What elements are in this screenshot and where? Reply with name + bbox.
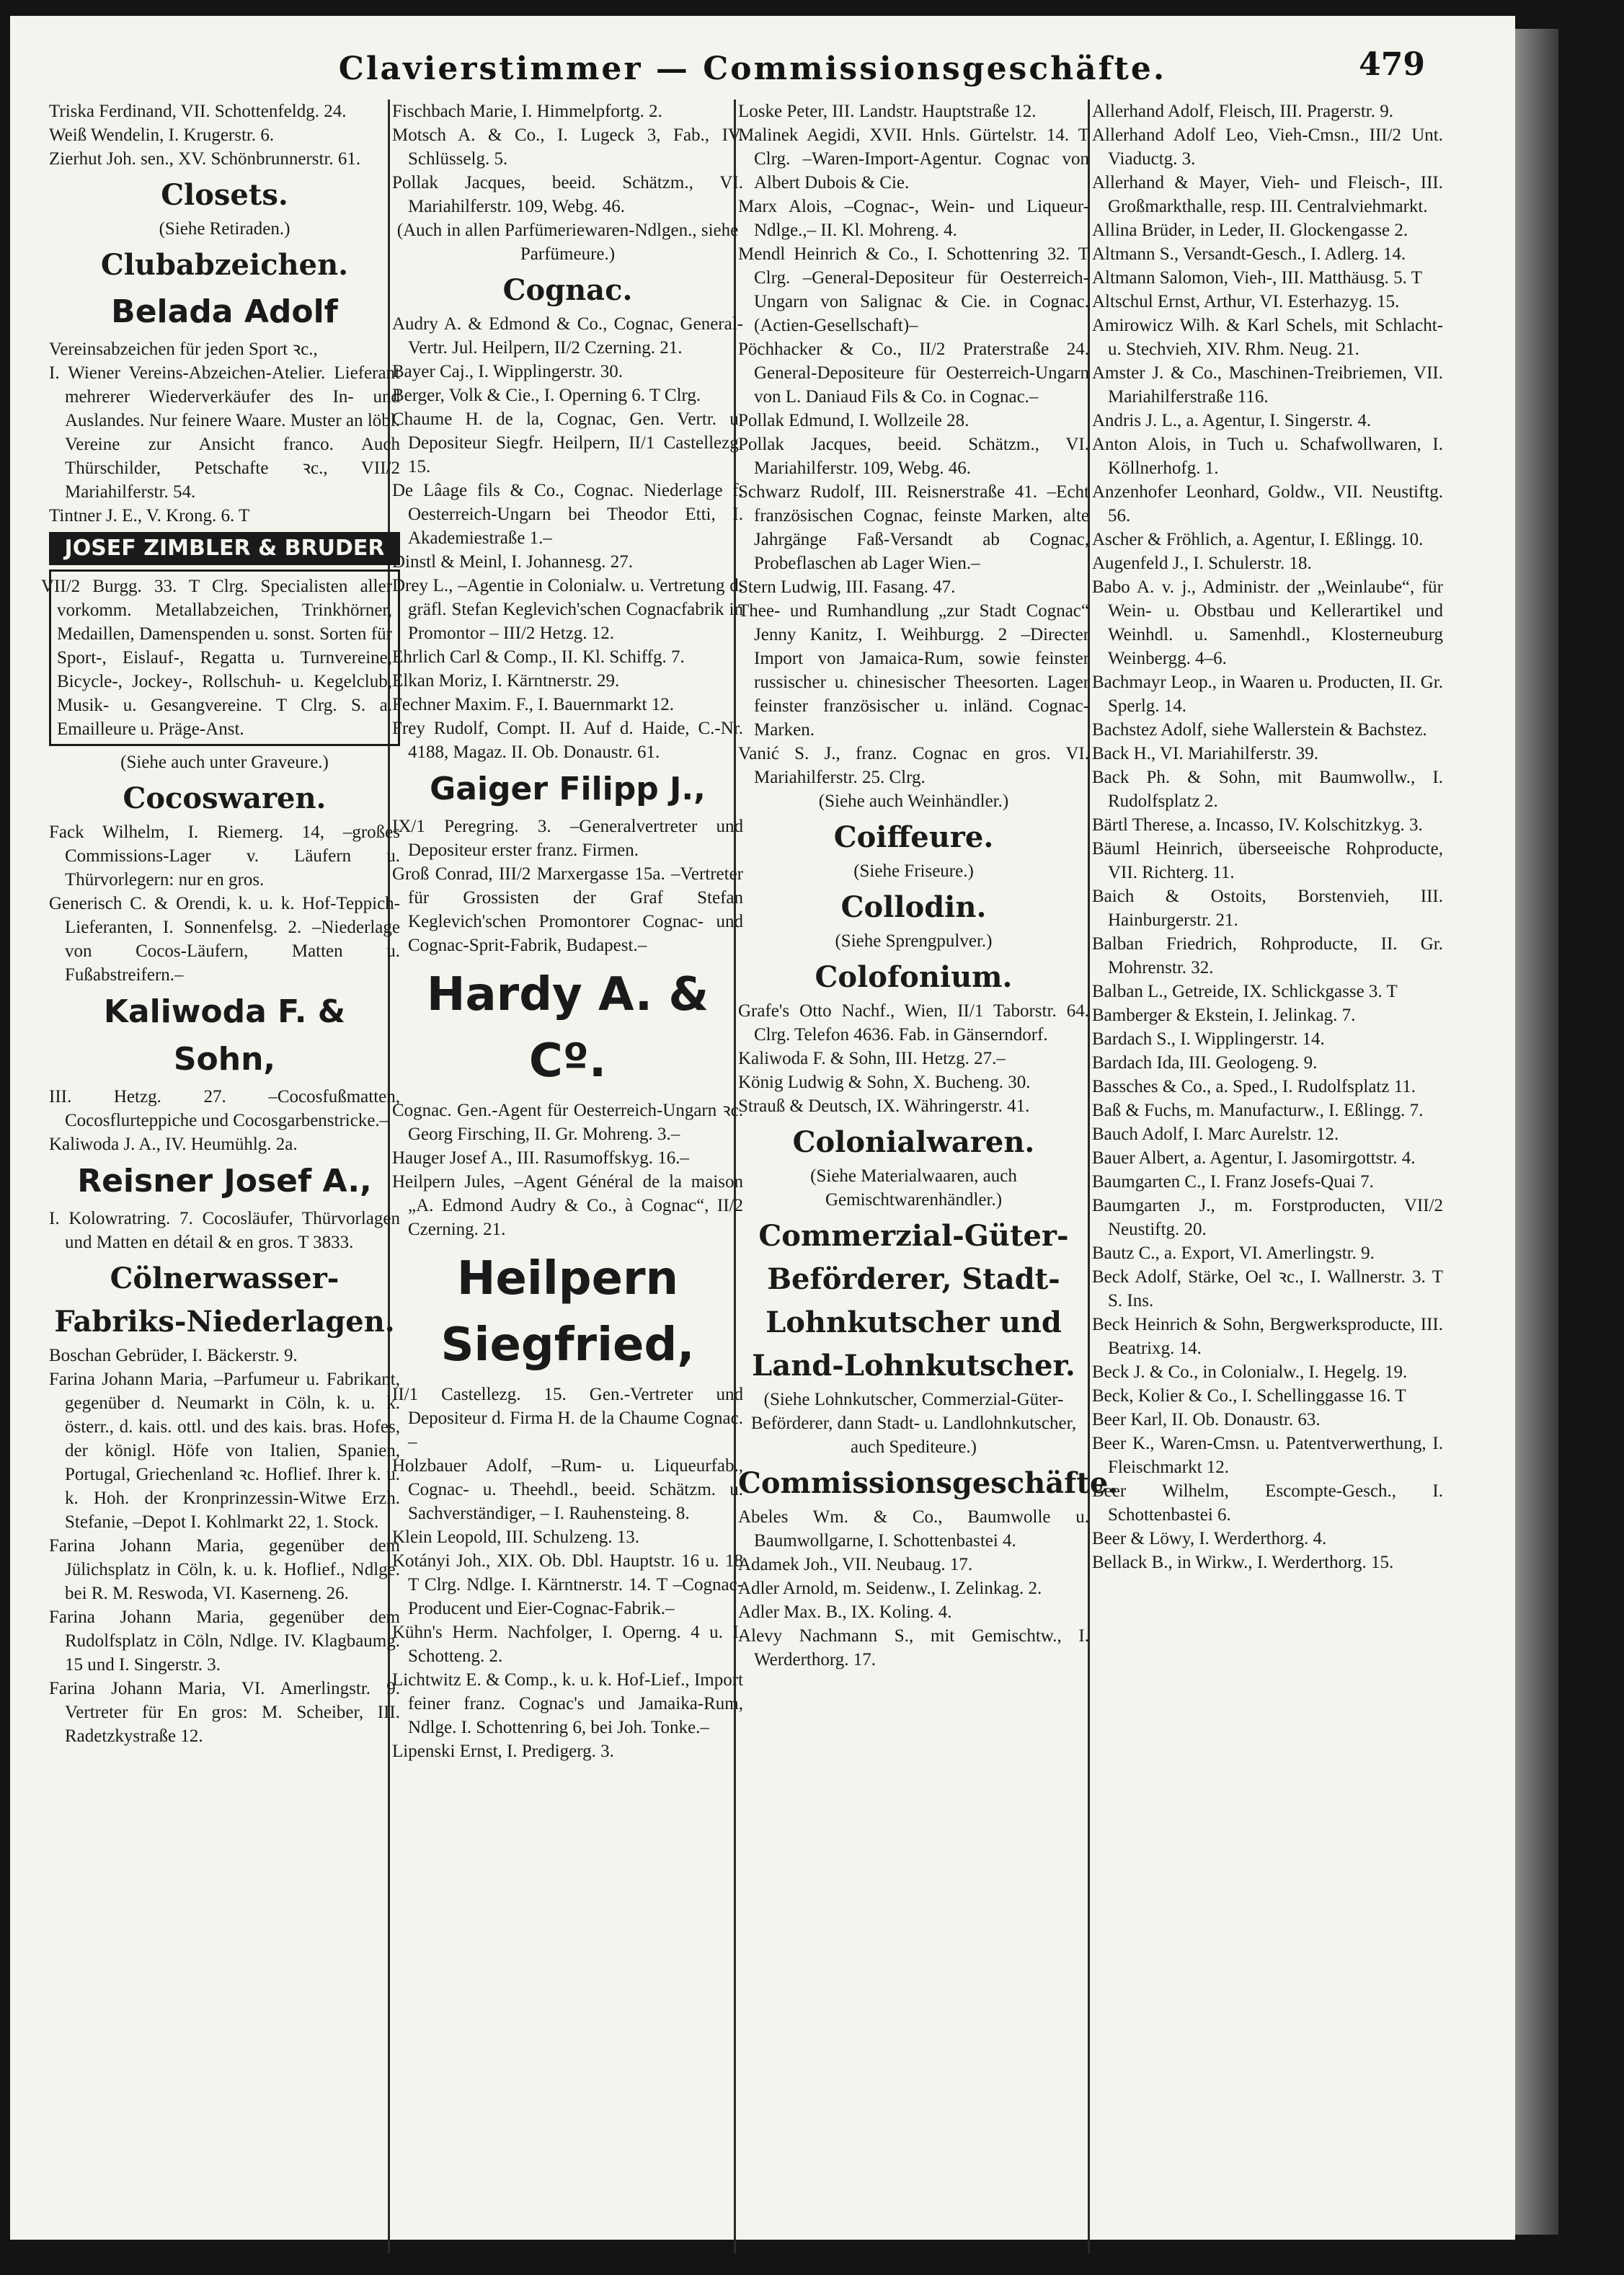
cross-reference: (Siehe Materialwaaren, auch Gemischtwarenhändler.) <box>810 1166 1017 1210</box>
directory-entry: Lipenski Ernst, I. Predigerg. 3. <box>392 1742 614 1761</box>
directory-column-3 <box>738 99 1119 1672</box>
cross-reference: (Siehe auch Weinhändler.) <box>818 791 1009 811</box>
section-heading: Collodin. <box>840 890 987 924</box>
cross-reference: (Siehe Retiraden.) <box>159 219 290 239</box>
directory-entry: Abeles Wm. & Co., Baumwolle u. Baumwollgarne, I. Schottenbastei 4. <box>738 1507 1089 1551</box>
directory-entry: Frey Rudolf, Compt. II. Auf d. Haide, C.-Nr. 4188, Magaz. II. Ob. Donaustr. 61. <box>392 719 743 762</box>
directory-entry: Stern Ludwig, III. Fasang. 47. <box>738 577 956 597</box>
directory-entry: Farina Johann Maria, VI. Amerlingstr. 9. Vertreter für En gros: M. Scheiber, III. Radetzkystraße 12. <box>49 1679 400 1746</box>
directory-entry: Triska Ferdinand, VII. Schottenfeldg. 24. <box>49 102 347 121</box>
directory-entry: Kaliwoda J. A., IV. Heumühlg. 2a. <box>49 1135 298 1154</box>
directory-entry: Schwarz Rudolf, III. Reisnerstraße 41. –Echt französischen Cognac, feinste Marken, alte Jahrgänge Faß-Versandt ab Cognac, Probeflaschen ab Lager Wien.– <box>738 482 1089 573</box>
directory-entry: Bassches & Co., a. Sped., I. Rudolfsplatz 11. <box>1092 1077 1416 1096</box>
directory-entry: Fack Wilhelm, I. Riemerg. 14, –großes Commissions-Lager v. Läufern u. Thürvorlegern: nur en gros. <box>49 822 400 890</box>
display-entry: Reisner Josef A., <box>77 1163 372 1199</box>
directory-entry: Malinek Aegidi, XVII. Hnls. Gürtelstr. 14. T Clrg. –Waren-Import-Agentur. Cognac von Albert Dubois & Cie. <box>738 125 1089 192</box>
directory-entry: Grafe's Otto Nachf., Wien, II/1 Taborstr. 64. Clrg. Telefon 4636. Fab. in Gänserndorf. <box>738 1001 1089 1045</box>
section-heading: Colofonium. <box>815 960 1013 994</box>
directory-entry: Farina Johann Maria, gegenüber dem Jülichsplatz in Cöln, k. u. k. Hoflief., Ndlge. bei R. M. Reswoda, VI. Kaserneng. 26. <box>49 1536 400 1603</box>
directory-entry: Audry A. & Edmond & Co., Cognac, General-Vertr. Jul. Heilpern, II/2 Czerning. 21. <box>392 314 743 358</box>
directory-entry: Elkan Moriz, I. Kärntnerstr. 29. <box>392 671 620 691</box>
directory-entry: Ehrlich Carl & Comp., II. Kl. Schiffg. 7. <box>392 647 685 667</box>
directory-entry: Pollak Jacques, beeid. Schätzm., VI. Mariahilferstr. 109, Webg. 46. <box>738 435 1089 478</box>
directory-entry: Bärtl Therese, a. Incasso, IV. Kolschitzkyg. 3. <box>1092 815 1423 835</box>
directory-entry: De Lâage fils & Co., Cognac. Niederlage f. Oesterreich-Ungarn bei Theodor Etti, I. Akademiestraße 1.– <box>392 481 743 548</box>
directory-entry: IX/1 Peregring. 3. –Generalvertreter und Depositeur erster franz. Firmen. <box>392 817 743 860</box>
directory-entry: Beer Wilhelm, Escompte-Gesch., I. Schottenbastei 6. <box>1092 1481 1443 1525</box>
directory-entry: Beer Karl, II. Ob. Donaustr. 63. <box>1092 1410 1321 1429</box>
directory-entry: Pollak Edmund, I. Wollzeile 28. <box>738 411 969 430</box>
directory-entry: Altschul Ernst, Arthur, VI. Esterhazyg. 15. <box>1092 292 1400 311</box>
directory-entry: Zierhut Joh. sen., XV. Schönbrunnerstr. 61. <box>49 149 361 169</box>
directory-entry: Alevy Nachmann S., mit Gemischtw., I. Werderthorg. 17. <box>738 1626 1089 1669</box>
directory-entry: Bautz C., a. Export, VI. Amerlingstr. 9. <box>1092 1243 1375 1263</box>
directory-entry: Anzenhofer Leonhard, Goldw., VII. Neustiftg. 56. <box>1092 482 1443 525</box>
directory-entry: Altmann Salomon, Vieh-, III. Matthäusg. 5. T <box>1092 268 1422 288</box>
directory-entry: Weiß Wendelin, I. Krugerstr. 6. <box>49 125 275 145</box>
directory-entry: Fechner Maxim. F., I. Bauernmarkt 12. <box>392 695 674 714</box>
section-heading: Colonialwaren. <box>792 1125 1035 1159</box>
directory-entry: Adler Arnold, m. Seidenw., I. Zelinkag. 2. <box>738 1579 1042 1598</box>
directory-entry: Back H., VI. Mariahilferstr. 39. <box>1092 744 1319 763</box>
directory-entry: Drey L., –Agentie in Colonialw. u. Vertretung d. gräfl. Stefan Keglevich'schen Cognacfabrik in Promontor – III/2 Hetzg. 12. <box>392 576 743 643</box>
directory-entry: Kühn's Herm. Nachfolger, I. Operng. 4 u. I. Schotteng. 2. <box>392 1623 743 1666</box>
directory-entry: I. Wiener Vereins-Abzeichen-Atelier. Lieferant mehrerer Wiederverkäufer des In- und Auslandes. Nur feinere Waare. Muster an löbl. Vereine zur Ansicht franco. Auch Thürschilder, Petschafte ꝛc., VII/2 Mariahilferstr. 54. <box>49 363 400 502</box>
cross-reference: (Siehe Lohnkutscher, Commerzial-Güter-Beförderer, dann Stadt- u. Landlohnkutscher, auch Spediteure.) <box>750 1390 1077 1457</box>
directory-entry: Bachstez Adolf, siehe Wallerstein & Bachstez. <box>1092 720 1427 740</box>
directory-entry: Babo A. v. j., Administr. der „Weinlaube“, für Wein- u. Obstbau und Kellerartikel und Weinhdl. u. Samenhdl., Klosterneuburg Weinbergg. 4–6. <box>1092 577 1443 668</box>
cross-reference: (Siehe auch unter Graveure.) <box>120 753 329 772</box>
directory-entry: Fischbach Marie, I. Himmelpfortg. 2. <box>392 102 662 121</box>
directory-entry: Augenfeld J., I. Schulerstr. 18. <box>1092 554 1312 573</box>
section-heading: Closets. <box>161 178 288 212</box>
directory-entry: Holzbauer Adolf, –Rum- u. Liqueurfab., Cognac- u. Theehdl., beeid. Schätzm. u. Sachverständiger, – I. Rauhensteing. 8. <box>392 1456 743 1523</box>
directory-entry: Pollak Jacques, beeid. Schätzm., VI. Mariahilferstr. 109, Webg. 46. <box>392 173 743 216</box>
cross-reference: (Siehe Sprengpulver.) <box>835 931 993 951</box>
directory-column-1 <box>41 99 400 1748</box>
directory-entry: III. Hetzg. 27. –Cocosfußmatten, Cocosflurteppiche und Cocosgarbenstricke.– <box>49 1087 400 1130</box>
directory-entry: Groß Conrad, III/2 Marxergasse 15a. –Vertreter für Grossisten der Graf Stefan Keglevich'schen Promontorer Cognac- und Cognac-Sprit-Fabrik, Budapest.– <box>392 864 743 955</box>
directory-entry: Motsch A. & Co., I. Lugeck 3, Fab., IV. Schlüsselg. 5. <box>392 125 743 169</box>
directory-entry: Bamberger & Ekstein, I. Jelinkag. 7. <box>1092 1006 1356 1025</box>
directory-entry: Bäuml Heinrich, überseeische Rohproducte, VII. Richterg. 11. <box>1092 839 1443 882</box>
directory-entry: Lichtwitz E. & Comp., k. u. k. Hof-Lief., Import feiner franz. Cognac's und Jamaika-Rum, Ndlge. I. Schottenring 6, bei Joh. Tonke.– <box>392 1670 743 1737</box>
directory-entry: Dinstl & Meinl, I. Johannesg. 27. <box>392 552 634 572</box>
directory-entry: Generisch C. & Orendi, k. u. k. Hof-Teppich-Lieferanten, I. Sonnenfelsg. 2. –Niederlage von Cocos-Läufern, Matten u. Fußabstreifern.– <box>49 894 400 985</box>
section-heading: Cölnerwasser-Fabriks-Niederlagen. <box>54 1261 395 1339</box>
display-entry: Gaiger Filipp J., <box>430 771 706 807</box>
directory-entry: Ascher & Fröhlich, a. Agentur, I. Eßlingg. 10. <box>1092 530 1424 549</box>
directory-entry: Baumgarten C., I. Franz Josefs-Quai 7. <box>1092 1172 1374 1192</box>
directory-entry: Balban L., Getreide, IX. Schlickgasse 3. T <box>1092 982 1398 1001</box>
directory-entry: Amster J. & Co., Maschinen-Treibriemen, VII. Mariahilferstraße 116. <box>1092 363 1443 407</box>
page-number: 479 <box>1359 46 1425 83</box>
directory-entry: Beck J. & Co., in Colonialw., I. Hegelg. 19. <box>1092 1362 1408 1382</box>
directory-entry: Klein Leopold, III. Schulzeng. 13. <box>392 1527 639 1547</box>
page-edge <box>1515 29 1558 2235</box>
advert-box: VII/2 Burgg. 33. T Clrg. Specialisten aller vorkomm. Metallabzeichen, Trinkhörner, Medaillen, Damenspenden u. sonst. Sorten für Sport-, Eislauf-, Regatta u. Turnvereine, Bicycle-, Jockey-, Rollschuh- u. Kegelclub, Musik- u. Gesangvereine. T Clrg. S. a. Emailleure u. Präge-Anst. <box>49 569 400 746</box>
advert-heading: JOSEF ZIMBLER & BRUDER <box>49 532 400 565</box>
directory-entry: Marx Alois, –Cognac-, Wein- und Liqueur-Ndlge.,– II. Kl. Mohreng. 4. <box>738 197 1089 240</box>
directory-entry: Mendl Heinrich & Co., I. Schottenring 32. T Clrg. –General-Depositeur für Oesterreich-Ungarn von Salignac & Cie. in Cognac. (Actien-Gesellschaft)– <box>738 244 1089 335</box>
directory-entry: Farina Johann Maria, gegenüber dem Rudolfsplatz in Cöln, Ndlge. IV. Klagbaumg. 15 und I. Singerstr. 3. <box>49 1607 400 1675</box>
display-entry: Belada Adolf <box>111 293 338 330</box>
directory-entry: Cognac. Gen.-Agent für Oesterreich-Ungarn ꝛc. Georg Firsching, II. Gr. Mohreng. 3.– <box>392 1101 743 1144</box>
section-heading: Coiffeure. <box>833 820 994 854</box>
directory-entry: Baumgarten J., m. Forstproducten, VII/2 Neustiftg. 20. <box>1092 1196 1443 1239</box>
display-entry: Heilpern Siegfried, <box>440 1252 695 1372</box>
directory-entry: Bachmayr Leop., in Waaren u. Producten, II. Gr. Sperlg. 14. <box>1092 673 1443 716</box>
running-title: Claviers​timmer — Commissionsgeschäfte. <box>338 50 1167 87</box>
section-heading: Cognac. <box>502 273 633 307</box>
directory-entry: Beck Adolf, Stärke, Oel ꝛc., I. Wallnerstr. 3. T S. Ins. <box>1092 1267 1443 1311</box>
directory-entry: II/1 Castellezg. 15. Gen.-Vertreter und Depositeur d. Firma H. de la Chaume Cognac. – <box>392 1385 743 1452</box>
directory-entry: Allerhand Adolf Leo, Vieh-Cmsn., III/2 Unt. Viaductg. 3. <box>1092 125 1443 169</box>
directory-entry: Baich & Ostoits, Borstenvieh, III. Hainburgerstr. 21. <box>1092 887 1443 930</box>
directory-column-4 <box>1092 99 1443 1574</box>
directory-entry: Farina Johann Maria, –Parfumeur u. Fabrikant, gegenüber d. Neumarkt in Cöln, k. u. k. österr., d. kais. ottl. und des kais. bras. Hofes, der königl. Höfe von Italien, Spanien, Portugal, Griechenland ꝛc. Hoflief. Ihrer k. u. k. Hoh. der Kronprinzessin-Witwe Erzh. Stefanie, –Depot I. Kohlmarkt 22, 1. Stock. <box>49 1370 400 1532</box>
directory-entry: Thee- und Rumhandlung „zur Stadt Cognac“ Jenny Kanitz, I. Weihburgg. 2 –Directer Import von Jamaica-Rum, sowie feinster russischer u. chinesischer Theesorten. Lager feinster französischer u. inländ. Cognac-Marken. <box>738 601 1089 740</box>
directory-entry: Bauer Albert, a. Agentur, I. Jasomirgottstr. 4. <box>1092 1148 1416 1168</box>
directory-entry: Beck, Kolier & Co., I. Schellinggasse 16. T <box>1092 1386 1406 1406</box>
directory-entry: Beer & Löwy, I. Werderthorg. 4. <box>1092 1529 1327 1548</box>
directory-entry: Balban Friedrich, Rohproducte, II. Gr. Mohrenstr. 32. <box>1092 934 1443 977</box>
directory-entry: Pöchhacker & Co., II/2 Praterstraße 24. General-Depositeure für Oesterreich-Ungarn von L. Daniaud Fils & Co. in Cognac.– <box>738 340 1089 407</box>
directory-entry: Beck Heinrich & Sohn, Bergwerksproducte, III. Beatrixg. 14. <box>1092 1315 1443 1358</box>
directory-entry: Andris J. L., a. Agentur, I. Singerstr. 4. <box>1092 411 1372 430</box>
section-heading: Commerzial-Güter-Beförderer, Stadt-Lohnkutscher und Land-Lohnkutscher. <box>752 1219 1075 1383</box>
directory-entry: Back Ph. & Sohn, mit Baumwollw., I. Rudolfsplatz 2. <box>1092 768 1443 811</box>
directory-entry: Vereinsabzeichen für jeden Sport ꝛc., <box>49 340 318 359</box>
directory-entry: Adler Max. B., IX. Koling. 4. <box>738 1602 952 1622</box>
directory-entry: Kaliwoda F. & Sohn, III. Hetzg. 27.– <box>738 1049 1006 1068</box>
directory-entry: Bayer Caj., I. Wipplingerstr. 30. <box>392 362 624 381</box>
directory-entry: König Ludwig & Sohn, X. Bucheng. 30. <box>738 1073 1031 1092</box>
section-heading: Cocoswaren. <box>123 781 327 815</box>
directory-entry: Kotányi Joh., XIX. Ob. Dbl. Hauptstr. 16 u. 18 T Clrg. Ndlge. I. Kärntnerstr. 14. T –Cognac-Producent und Eier-Cognac-Fabrik.– <box>392 1551 743 1618</box>
directory-entry: Heilpern Jules, –Agent Général de la maison „A. Edmond Audry & Co., à Cognac“, II/2 Czerning. 21. <box>392 1172 743 1239</box>
directory-entry: Adamek Joh., VII. Neubaug. 17. <box>738 1555 973 1574</box>
display-entry: Hardy A. & Cº. <box>426 968 709 1088</box>
directory-entry: Hauger Josef A., III. Rasumoffskyg. 16.– <box>392 1148 689 1168</box>
directory-entry: Beer K., Waren-Cmsn. u. Patentverwerthung, I. Fleischmarkt 12. <box>1092 1434 1443 1477</box>
directory-entry: Bardach Ida, III. Geologeng. 9. <box>1092 1053 1318 1073</box>
directory-entry: Anton Alois, in Tuch u. Schafwollwaren, I. Köllnerhofg. 1. <box>1092 435 1443 478</box>
directory-entry: I. Kolowratring. 7. Cocosläufer, Thürvorlagen und Matten en détail & en gros. T 3833. <box>49 1209 400 1252</box>
directory-entry: Allina Brüder, in Leder, II. Glockengasse 2. <box>1092 221 1408 240</box>
directory-entry: Berger, Volk & Cie., I. Operning 6. T Clrg. <box>392 386 701 405</box>
display-entry: Kaliwoda F. & Sohn, <box>103 993 346 1078</box>
directory-entry: Bauch Adolf, I. Marc Aurelstr. 12. <box>1092 1125 1339 1144</box>
section-heading: Clubabzeichen. <box>100 248 349 282</box>
directory-entry: Vanić S. J., franz. Cognac en gros. VI. Mariahilferstr. 25. Clrg. <box>738 744 1089 787</box>
directory-entry: Amirowicz Wilh. & Karl Schels, mit Schlacht- u. Stechvieh, XIV. Rhm. Neug. 21. <box>1092 316 1443 359</box>
directory-entry: Chaume H. de la, Cognac, Gen. Vertr. u. Depositeur Siegfr. Heilpern, II/1 Castellezg. 15. <box>392 409 743 476</box>
directory-entry: Strauß & Deutsch, IX. Währingerstr. 41. <box>738 1096 1030 1116</box>
directory-entry: Bardach S., I. Wipplingerstr. 14. <box>1092 1029 1325 1049</box>
directory-entry: Allerhand Adolf, Fleisch, III. Pragerstr. 9. <box>1092 102 1393 121</box>
directory-entry: Baß & Fuchs, m. Manufacturw., I. Eßlingg. 7. <box>1092 1101 1424 1120</box>
directory-entry: Altmann S., Versandt-Gesch., I. Adlerg. 14. <box>1092 244 1406 264</box>
directory-entry: Loske Peter, III. Landstr. Hauptstraße 12. <box>738 102 1037 121</box>
directory-entry: Bellack B., in Wirkw., I. Werderthorg. 15. <box>1092 1553 1394 1572</box>
directory-entry: Tintner J. E., V. Krong. 6. T <box>49 506 250 525</box>
section-heading: Commissionsgeschäfte. <box>738 1466 1119 1500</box>
directory-entry: Boschan Gebrüder, I. Bäckerstr. 9. <box>49 1346 298 1365</box>
cross-reference: (Auch in allen Parfümeriewaren-Ndlgen., siehe Parfümeure.) <box>396 221 739 264</box>
cross-reference: (Siehe Friseure.) <box>853 861 974 881</box>
page-header <box>10 36 1515 94</box>
directory-entry: Allerhand & Mayer, Vieh- und Fleisch-, III. Großmarkthalle, resp. III. Centralviehmarkt. <box>1092 173 1443 216</box>
directory-column-2 <box>392 99 743 1763</box>
